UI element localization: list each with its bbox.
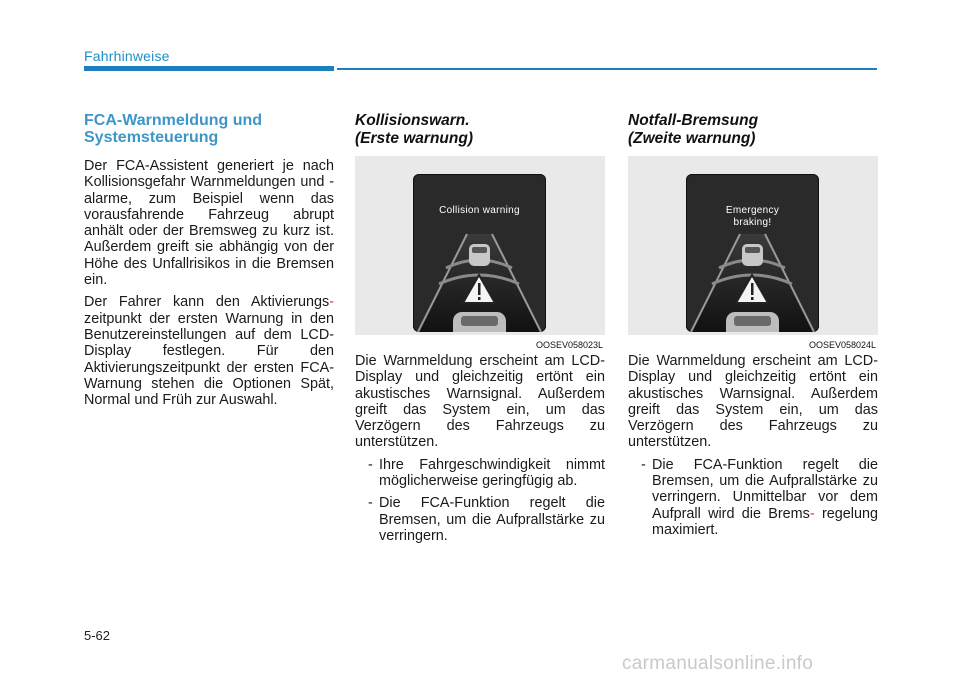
emergency-braking-list: [628, 457, 878, 538]
list-item: [628, 457, 878, 538]
header-rule-thin: [337, 68, 877, 70]
emergency-braking-heading-line2: (Zweite warnung): [628, 130, 756, 147]
header-rule-thick: [84, 66, 334, 71]
setting-paragraph: [84, 294, 334, 408]
list-dash: -: [368, 456, 373, 473]
cluster-display: [686, 174, 819, 332]
collision-warning-list: [355, 457, 605, 544]
list-item-text: Die FCA-Funktion regelt die Bremsen, um die Aufprallstärke zu verringern.: [379, 495, 605, 544]
emergency-braking-message: Emergency braking!: [725, 205, 780, 228]
figure-code: OOSEV058023L: [535, 340, 603, 350]
collision-warning-figure: [355, 156, 605, 350]
collision-warning-paragraph: Die Warnmeldung erscheint am LCD-Display und gleichzeitig ertönt ein akustisches Warnsignal. Außerdem greift das System ein, um das Verzögern des Fahrzeugs zu unterstützen.: [355, 353, 605, 451]
collision-warning-heading: [355, 112, 605, 148]
hyphen-mark: -: [329, 294, 334, 311]
list-item: [355, 457, 605, 490]
list-item-text-part-b: regelung maximiert.: [652, 505, 878, 538]
column-1: [84, 112, 334, 414]
road-scene-illustration: [686, 174, 819, 332]
section-label: Fahrhinweise: [84, 48, 170, 64]
road-scene-illustration: [413, 174, 546, 332]
list-dash: -: [368, 495, 373, 512]
page-number: 5-62: [84, 628, 111, 643]
watermark: carmanualsonline.info: [622, 653, 814, 674]
section-heading: FCA-Warnmeldung und Systemsteuerung: [84, 112, 263, 146]
column-2: [355, 112, 605, 550]
intro-paragraph: Der FCA-Assistent generiert je nach Kollisionsgefahr Warnmeldungen und -alarme, zum Beispiel wenn das vorausfahrende Fahrzeug abrupt anhält oder der Bremsweg zu kurz ist. Außerdem greift sie abhängig von der Höhe des Unfallrisikos in die Bremsen ein.: [84, 158, 334, 289]
cluster-display: [413, 174, 546, 332]
list-item: [355, 495, 605, 544]
collision-warning-heading-line1: Kollisionswarn.: [355, 112, 470, 129]
column-3: [628, 112, 878, 544]
emergency-braking-heading: [628, 112, 878, 148]
emergency-braking-heading-line1: Notfall-Bremsung: [628, 112, 759, 129]
figure-code: OOSEV058024L: [808, 340, 876, 350]
setting-paragraph-part-b: zeitpunkt der ersten Warnung in den Benutzereinstellungen auf dem LCD-Display festlegen. Für den Aktivierungszeitpunkt der ersten FCA-Warnung stehen die Optionen Spät, Normal und Früh zur Auswahl.: [84, 310, 334, 409]
setting-paragraph-part-a: Der Fahrer kann den Aktivierungs: [84, 294, 330, 311]
hyphen-mark: -: [809, 505, 815, 522]
collision-warning-heading-line2: (Erste warnung): [355, 130, 473, 147]
collision-warning-message: Collision warning: [439, 205, 520, 216]
emergency-braking-figure: [628, 156, 878, 350]
list-item-text-part-a: Die FCA-Funktion regelt die Bremsen, um die Aufprallstärke zu verringern. Unmittelbar vor dem Aufprall wird die Brems: [652, 456, 878, 522]
list-dash: -: [641, 456, 646, 473]
list-item-text: Ihre Fahrgeschwindigkeit nimmt möglicherweise geringfügig ab.: [379, 456, 605, 490]
emergency-braking-paragraph: Die Warnmeldung erscheint am LCD-Display und gleichzeitig ertönt ein akustisches Warnsignal. Außerdem greift das System ein, um das Verzögern des Fahrzeugs zu unterstützen.: [628, 353, 878, 451]
